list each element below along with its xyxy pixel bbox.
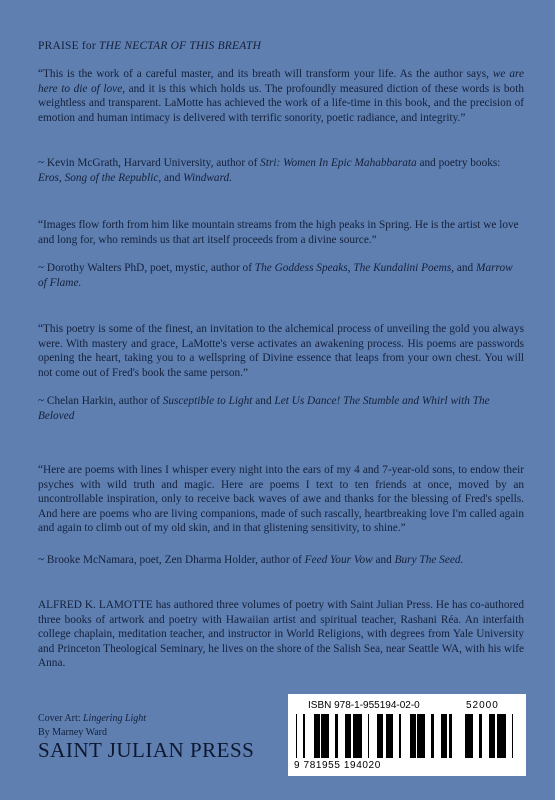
quote-3 — [38, 322, 524, 380]
book-title: THE NECTAR OF THIS BREATH — [98, 40, 262, 52]
ean-digits: 9 781955 194020 — [294, 760, 381, 771]
isbn-label: ISBN 978-1-955194-02-0 — [308, 700, 420, 711]
ean-bars — [296, 714, 452, 762]
quote-2-text: “Images flow forth from him like mountain streams from the high peaks in Spring. He is the artist we love and long for, who reminds us that art itself proceeds from a divine source.” — [38, 219, 519, 246]
author-bio: ALFRED K. LAMOTTE has authored three volumes of poetry with Saint Julian Press. He has co-authored three books of artwork and poetry with Hawaiian artist and spiritual teacher, Rashani Réa. An interfaith college chaplain, meditation teacher, and instructor in World Religions, with degrees from Yale University and Princeton Theological Seminary, he lives on the shore of the Salish Sea, near Seattle WA, with his wife Anna. — [38, 599, 524, 670]
praise-prefix: PRAISE for — [38, 40, 96, 52]
quote-2-attribution: ~ Dorothy Walters PhD, poet, mystic, author of The Goddess Speaks, The Kundalini Poems, and Marrow of Flame. — [38, 262, 513, 289]
quote-3-text: “This poetry is some of the finest, an invitation to the alchemical process of unveiling the gold you always were. With mastery and grace, LaMotte's verse activates an awakening process. His poems are passwords opening the heart, taking you to a wellspring of Divine essence that leaps from your own chest. You will not come out of Fred's book the same person.” — [38, 323, 524, 379]
price-bars — [464, 714, 516, 762]
publisher-name: SAINT JULIAN PRESS — [38, 738, 255, 762]
quote-3-attribution: ~ Chelan Harkin, author of Susceptible to Light and Let Us Dance! The Stumble and Whirl with The Beloved — [38, 395, 490, 422]
quote-1 — [38, 67, 524, 125]
quote-2 — [38, 218, 524, 247]
quote-4-text: “Here are poems with lines I whisper every night into the ears of my 4 and 7-year-old sons, to endow their psyches with wild truth and magic. Here are poems I text to ten friends at once, moved by an uncontrollable inspiration, only to receive back waves of awe and thanks for the blessing of Fred's spells. And here are poems who are living companions, made of such rascally, heartbreaking love I'm called again and again to climb out of my old skin, and in that glistening sensitivity, to shine.” — [38, 464, 524, 535]
praise-heading — [38, 40, 261, 52]
cover-credit: Cover Art: Lingering Light By Marney Ward — [38, 713, 147, 738]
quote-1-attribution: ~ Kevin McGrath, Harvard University, author of Stri: Women In Epic Mahabbarata and poetry books: Eros, Song of the Republic, and Windward. — [38, 157, 501, 184]
quote-1-text: “This is the work of a careful master, and its breath will transform your life. As the author says, we are here to die of love, and it is this which holds us. The profoundly measured diction of these words is both weightless and transparent. LaMotte has achieved the work of a life-time in this book, and the precision of emotion and human intimacy is delivered with terrific sonority, poetic radiance, and integrity.” — [38, 68, 524, 124]
price-code: 52000 — [466, 700, 499, 711]
isbn-barcode — [288, 694, 526, 776]
quote-4-attribution: ~ Brooke McNamara, poet, Zen Dharma Holder, author of Feed Your Vow and Bury The Seed. — [38, 554, 464, 566]
quote-4 — [38, 463, 524, 536]
